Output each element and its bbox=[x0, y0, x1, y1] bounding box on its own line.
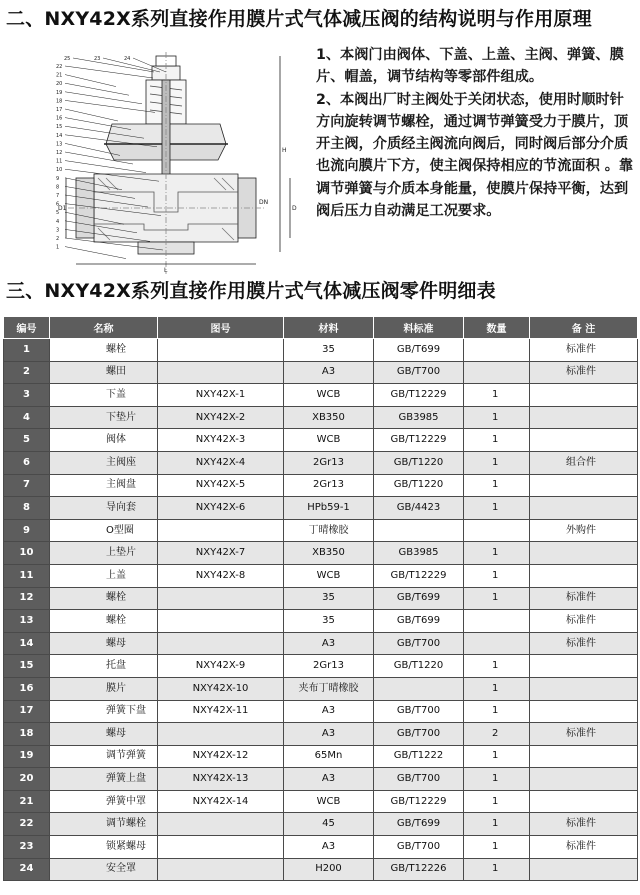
cell-standard: GB/T699 bbox=[374, 813, 464, 836]
callout-leader-line bbox=[103, 58, 160, 72]
cell-standard: GB/T12229 bbox=[374, 564, 464, 587]
cell-quantity: 1 bbox=[464, 406, 530, 429]
cell-name: 阀体 bbox=[50, 429, 158, 452]
cell-remark: 标准件 bbox=[530, 836, 638, 859]
cell-material: 2Gr13 bbox=[284, 474, 374, 497]
cell-standard: GB/T1222 bbox=[374, 745, 464, 768]
cell-number: 24 bbox=[4, 858, 50, 881]
cell-drawing-no bbox=[158, 723, 284, 746]
cell-standard bbox=[374, 519, 464, 542]
cell-remark bbox=[530, 745, 638, 768]
cell-number: 17 bbox=[4, 700, 50, 723]
cell-remark bbox=[530, 564, 638, 587]
table-row bbox=[4, 632, 638, 655]
part-callout-number: 8 bbox=[56, 184, 60, 191]
cell-remark bbox=[530, 497, 638, 520]
cell-remark bbox=[530, 858, 638, 881]
cell-drawing-no bbox=[158, 858, 284, 881]
cell-drawing-no: NXY42X-5 bbox=[158, 474, 284, 497]
part-callout-number: 17 bbox=[56, 107, 63, 113]
part-callout-number: 9 bbox=[56, 175, 60, 182]
callout-leader-line bbox=[65, 100, 155, 112]
part-callout-number: 14 bbox=[56, 132, 63, 139]
cell-material: HPb59-1 bbox=[284, 497, 374, 520]
cell-standard: GB/T12229 bbox=[374, 429, 464, 452]
table-row bbox=[4, 587, 638, 610]
part-callout-number: 5 bbox=[56, 210, 60, 217]
cell-material: A3 bbox=[284, 700, 374, 723]
cell-number: 20 bbox=[4, 768, 50, 791]
table-row bbox=[4, 339, 638, 362]
cell-remark bbox=[530, 406, 638, 429]
cell-material: WCB bbox=[284, 564, 374, 587]
cell-material: 65Mn bbox=[284, 745, 374, 768]
cell-drawing-no: NXY42X-13 bbox=[158, 768, 284, 791]
cell-quantity: 1 bbox=[464, 768, 530, 791]
cell-remark: 标准件 bbox=[530, 339, 638, 362]
cell-remark bbox=[530, 384, 638, 407]
table-row bbox=[4, 723, 638, 746]
cell-name: 下盖 bbox=[50, 384, 158, 407]
cell-standard: GB/T700 bbox=[374, 700, 464, 723]
cell-drawing-no bbox=[158, 339, 284, 362]
table-row bbox=[4, 768, 638, 791]
cell-name: 螺栓 bbox=[50, 339, 158, 362]
cell-drawing-no: NXY42X-4 bbox=[158, 451, 284, 474]
cell-quantity bbox=[464, 361, 530, 384]
cell-drawing-no: NXY42X-3 bbox=[158, 429, 284, 452]
header-quantity: 数量 bbox=[464, 317, 530, 339]
header-standard: 料标准 bbox=[374, 317, 464, 339]
cell-remark bbox=[530, 677, 638, 700]
cell-material: 2Gr13 bbox=[284, 451, 374, 474]
cell-quantity: 1 bbox=[464, 429, 530, 452]
cell-material: XB350 bbox=[284, 542, 374, 565]
cell-standard: GB3985 bbox=[374, 542, 464, 565]
cell-standard: GB/T699 bbox=[374, 587, 464, 610]
cell-remark: 外购件 bbox=[530, 519, 638, 542]
table-row bbox=[4, 361, 638, 384]
cell-remark bbox=[530, 768, 638, 791]
cell-number: 9 bbox=[4, 519, 50, 542]
cell-material: XB350 bbox=[284, 406, 374, 429]
cell-name: 螺田 bbox=[50, 361, 158, 384]
cell-material: WCB bbox=[284, 384, 374, 407]
callout-leader-line bbox=[65, 247, 126, 259]
cell-material: 45 bbox=[284, 813, 374, 836]
cell-material: A3 bbox=[284, 723, 374, 746]
cell-material: 2Gr13 bbox=[284, 655, 374, 678]
cell-drawing-no bbox=[158, 632, 284, 655]
dimension-label: DN bbox=[259, 199, 269, 206]
part-callout-number: 7 bbox=[56, 193, 60, 199]
cell-remark: 标准件 bbox=[530, 610, 638, 633]
cell-standard: GB/T1220 bbox=[374, 451, 464, 474]
cell-quantity: 1 bbox=[464, 564, 530, 587]
cell-name: 主阀座 bbox=[50, 451, 158, 474]
cell-number: 1 bbox=[4, 339, 50, 362]
table-row bbox=[4, 406, 638, 429]
part-callout-number: 15 bbox=[56, 124, 63, 131]
cell-material: A3 bbox=[284, 768, 374, 791]
cell-name: 下垫片 bbox=[50, 406, 158, 429]
part-callout-number: 4 bbox=[56, 218, 60, 225]
cell-material: 夹布丁晴橡胶 bbox=[284, 677, 374, 700]
part-callout-number: 20 bbox=[56, 81, 63, 88]
cell-quantity: 2 bbox=[464, 723, 530, 746]
cell-quantity: 1 bbox=[464, 790, 530, 813]
cell-drawing-no bbox=[158, 519, 284, 542]
cell-material: A3 bbox=[284, 836, 374, 859]
cell-number: 21 bbox=[4, 790, 50, 813]
cell-remark bbox=[530, 790, 638, 813]
cell-name: 螺栓 bbox=[50, 610, 158, 633]
callout-leader-line bbox=[65, 66, 153, 78]
part-callout-number: 22 bbox=[56, 64, 63, 70]
cell-drawing-no: NXY42X-8 bbox=[158, 564, 284, 587]
cell-remark bbox=[530, 700, 638, 723]
cell-standard: GB/T1220 bbox=[374, 474, 464, 497]
cell-name: 锁紧螺母 bbox=[50, 836, 158, 859]
cell-remark: 标准件 bbox=[530, 587, 638, 610]
cell-number: 18 bbox=[4, 723, 50, 746]
cell-quantity: 1 bbox=[464, 677, 530, 700]
cell-drawing-no: NXY42X-7 bbox=[158, 542, 284, 565]
part-callout-number: 10 bbox=[56, 167, 63, 174]
cell-quantity: 1 bbox=[464, 813, 530, 836]
cell-number: 13 bbox=[4, 610, 50, 633]
cell-drawing-no bbox=[158, 587, 284, 610]
part-callout-number: 25 bbox=[64, 56, 71, 62]
table-row bbox=[4, 655, 638, 678]
cell-standard: GB/4423 bbox=[374, 497, 464, 520]
table-row bbox=[4, 451, 638, 474]
cell-drawing-no: NXY42X-9 bbox=[158, 655, 284, 678]
cell-quantity: 1 bbox=[464, 858, 530, 881]
section-3-title: 三、NXY42X系列直接作用膜片式气体减压阀零件明细表 bbox=[6, 280, 496, 302]
cell-number: 16 bbox=[4, 677, 50, 700]
table-row bbox=[4, 497, 638, 520]
cell-number: 3 bbox=[4, 384, 50, 407]
part-callout-number: 19 bbox=[56, 89, 63, 96]
cell-name: 调节螺栓 bbox=[50, 813, 158, 836]
cell-number: 11 bbox=[4, 564, 50, 587]
cell-standard: GB/T700 bbox=[374, 836, 464, 859]
cell-name: 螺母 bbox=[50, 632, 158, 655]
table-row bbox=[4, 700, 638, 723]
cell-drawing-no: NXY42X-11 bbox=[158, 700, 284, 723]
cell-drawing-no: NXY42X-14 bbox=[158, 790, 284, 813]
cell-material: H200 bbox=[284, 858, 374, 881]
cell-material: WCB bbox=[284, 429, 374, 452]
table-row bbox=[4, 745, 638, 768]
cell-quantity: 1 bbox=[464, 745, 530, 768]
cell-standard: GB/T700 bbox=[374, 723, 464, 746]
table-row bbox=[4, 474, 638, 497]
cell-standard: GB/T699 bbox=[374, 339, 464, 362]
cell-quantity: 1 bbox=[464, 587, 530, 610]
cell-number: 4 bbox=[4, 406, 50, 429]
header-name: 名称 bbox=[50, 317, 158, 339]
cell-number: 23 bbox=[4, 836, 50, 859]
cell-drawing-no: NXY42X-1 bbox=[158, 384, 284, 407]
cell-standard: GB/T12226 bbox=[374, 858, 464, 881]
cell-quantity bbox=[464, 632, 530, 655]
cell-standard: GB/T1220 bbox=[374, 655, 464, 678]
cell-number: 15 bbox=[4, 655, 50, 678]
cell-remark: 标准件 bbox=[530, 632, 638, 655]
cell-material: A3 bbox=[284, 632, 374, 655]
cell-drawing-no: NXY42X-10 bbox=[158, 677, 284, 700]
cell-material: A3 bbox=[284, 361, 374, 384]
table-row bbox=[4, 384, 638, 407]
cell-drawing-no: NXY42X-6 bbox=[158, 497, 284, 520]
table-row bbox=[4, 836, 638, 859]
cell-quantity: 1 bbox=[464, 836, 530, 859]
cell-remark: 标准件 bbox=[530, 361, 638, 384]
cell-name: 上盖 bbox=[50, 564, 158, 587]
cell-quantity bbox=[464, 519, 530, 542]
cell-remark: 标准件 bbox=[530, 813, 638, 836]
cell-drawing-no: NXY42X-12 bbox=[158, 745, 284, 768]
cell-name: 螺母 bbox=[50, 723, 158, 746]
cell-quantity: 1 bbox=[464, 542, 530, 565]
cell-number: 7 bbox=[4, 474, 50, 497]
cell-quantity: 1 bbox=[464, 384, 530, 407]
valve-cross-section-diagram bbox=[54, 52, 304, 274]
table-row bbox=[4, 858, 638, 881]
cell-name: 上垫片 bbox=[50, 542, 158, 565]
header-remark: 备 注 bbox=[530, 317, 638, 339]
description-paragraph-1: 1、本阀门由阀体、下盖、上盖、主阀、弹簧、膜片、帽盖，调节结构等零部件组成。 bbox=[316, 47, 624, 86]
part-callout-number: 13 bbox=[56, 141, 63, 148]
cell-quantity: 1 bbox=[464, 497, 530, 520]
cell-remark: 标准件 bbox=[530, 723, 638, 746]
cell-number: 8 bbox=[4, 497, 50, 520]
part-callout-number: 24 bbox=[124, 56, 131, 62]
description-paragraph-2: 2、本阀出厂时主阀处于关闭状态，使用时顺时针方向旋转调节螺栓，通过调节弹簧受力于膜片，顶开主阀，介质经主阀流向阀后，同时阀后部分介质也流向膜片下方，使主阀保持相应的节流面积 。靠调节弹簧与介质本身能量，使膜片保持平衡，达到阀后压力自动满足工况要求。 bbox=[316, 91, 634, 220]
cell-remark bbox=[530, 474, 638, 497]
cell-material: 35 bbox=[284, 610, 374, 633]
cell-name: 弹簧上盘 bbox=[50, 768, 158, 791]
cell-material: 35 bbox=[284, 339, 374, 362]
cell-number: 5 bbox=[4, 429, 50, 452]
table-row bbox=[4, 790, 638, 813]
cell-number: 22 bbox=[4, 813, 50, 836]
cell-material: 35 bbox=[284, 587, 374, 610]
table-row bbox=[4, 542, 638, 565]
cell-name: 弹簧中罩 bbox=[50, 790, 158, 813]
cell-standard: GB/T699 bbox=[374, 610, 464, 633]
part-callout-number: 21 bbox=[56, 72, 63, 79]
cell-drawing-no bbox=[158, 813, 284, 836]
header-material: 材料 bbox=[284, 317, 374, 339]
parts-list-table bbox=[3, 316, 638, 881]
table-row bbox=[4, 564, 638, 587]
table-row bbox=[4, 519, 638, 542]
cell-drawing-no: NXY42X-2 bbox=[158, 406, 284, 429]
cell-number: 19 bbox=[4, 745, 50, 768]
dimension-label: L bbox=[164, 267, 168, 274]
part-callout-number: 12 bbox=[56, 150, 63, 156]
cell-quantity: 1 bbox=[464, 474, 530, 497]
cell-name: 螺栓 bbox=[50, 587, 158, 610]
part-callout-number: 11 bbox=[56, 158, 63, 165]
cell-name: 主阀盘 bbox=[50, 474, 158, 497]
cell-material: WCB bbox=[284, 790, 374, 813]
header-drawing-no: 图号 bbox=[158, 317, 284, 339]
cell-name: 弹簧下盘 bbox=[50, 700, 158, 723]
cell-quantity: 1 bbox=[464, 700, 530, 723]
parts-table-body bbox=[4, 339, 638, 881]
cell-number: 10 bbox=[4, 542, 50, 565]
cell-number: 6 bbox=[4, 451, 50, 474]
dimension-label: D1 bbox=[58, 205, 67, 212]
cell-standard: GB/T700 bbox=[374, 632, 464, 655]
part-callout-number: 6 bbox=[56, 201, 60, 208]
cell-remark: 组合件 bbox=[530, 451, 638, 474]
cell-name: 托盘 bbox=[50, 655, 158, 678]
cell-quantity: 1 bbox=[464, 451, 530, 474]
cell-standard bbox=[374, 677, 464, 700]
cell-standard: GB/T700 bbox=[374, 768, 464, 791]
header-number: 编号 bbox=[4, 317, 50, 339]
cell-remark bbox=[530, 542, 638, 565]
cell-quantity bbox=[464, 610, 530, 633]
cell-standard: GB/T12229 bbox=[374, 384, 464, 407]
cell-name: O型圈 bbox=[50, 519, 158, 542]
cell-material: 丁晴橡胶 bbox=[284, 519, 374, 542]
cell-number: 2 bbox=[4, 361, 50, 384]
part-callout-number: 2 bbox=[56, 236, 60, 242]
cell-quantity: 1 bbox=[464, 655, 530, 678]
cell-name: 导向套 bbox=[50, 497, 158, 520]
table-header-row bbox=[4, 317, 638, 339]
part-callout-number: 1 bbox=[56, 244, 60, 251]
cell-standard: GB3985 bbox=[374, 406, 464, 429]
part-callout-number: 16 bbox=[56, 115, 63, 122]
table-row bbox=[4, 429, 638, 452]
cell-drawing-no bbox=[158, 361, 284, 384]
cell-remark bbox=[530, 655, 638, 678]
dimension-label: D bbox=[292, 205, 297, 212]
part-callout-number: 18 bbox=[56, 98, 63, 105]
callout-leader-line bbox=[73, 58, 154, 72]
cell-drawing-no bbox=[158, 836, 284, 859]
structure-description bbox=[316, 44, 636, 222]
table-row bbox=[4, 610, 638, 633]
cell-remark bbox=[530, 429, 638, 452]
cell-standard: GB/T700 bbox=[374, 361, 464, 384]
cell-quantity bbox=[464, 339, 530, 362]
cell-name: 膜片 bbox=[50, 677, 158, 700]
cell-number: 14 bbox=[4, 632, 50, 655]
cell-number: 12 bbox=[4, 587, 50, 610]
table-row bbox=[4, 677, 638, 700]
cell-drawing-no bbox=[158, 610, 284, 633]
dimension-label: H bbox=[282, 147, 287, 154]
table-row bbox=[4, 813, 638, 836]
part-callout-number: 3 bbox=[56, 227, 60, 234]
cell-name: 调节弹簧 bbox=[50, 745, 158, 768]
section-2-title: 二、NXY42X系列直接作用膜片式气体减压阀的结构说明与作用原理 bbox=[6, 8, 592, 30]
cell-standard: GB/T12229 bbox=[374, 790, 464, 813]
part-callout-number: 23 bbox=[94, 56, 101, 62]
cell-name: 安全罩 bbox=[50, 858, 158, 881]
